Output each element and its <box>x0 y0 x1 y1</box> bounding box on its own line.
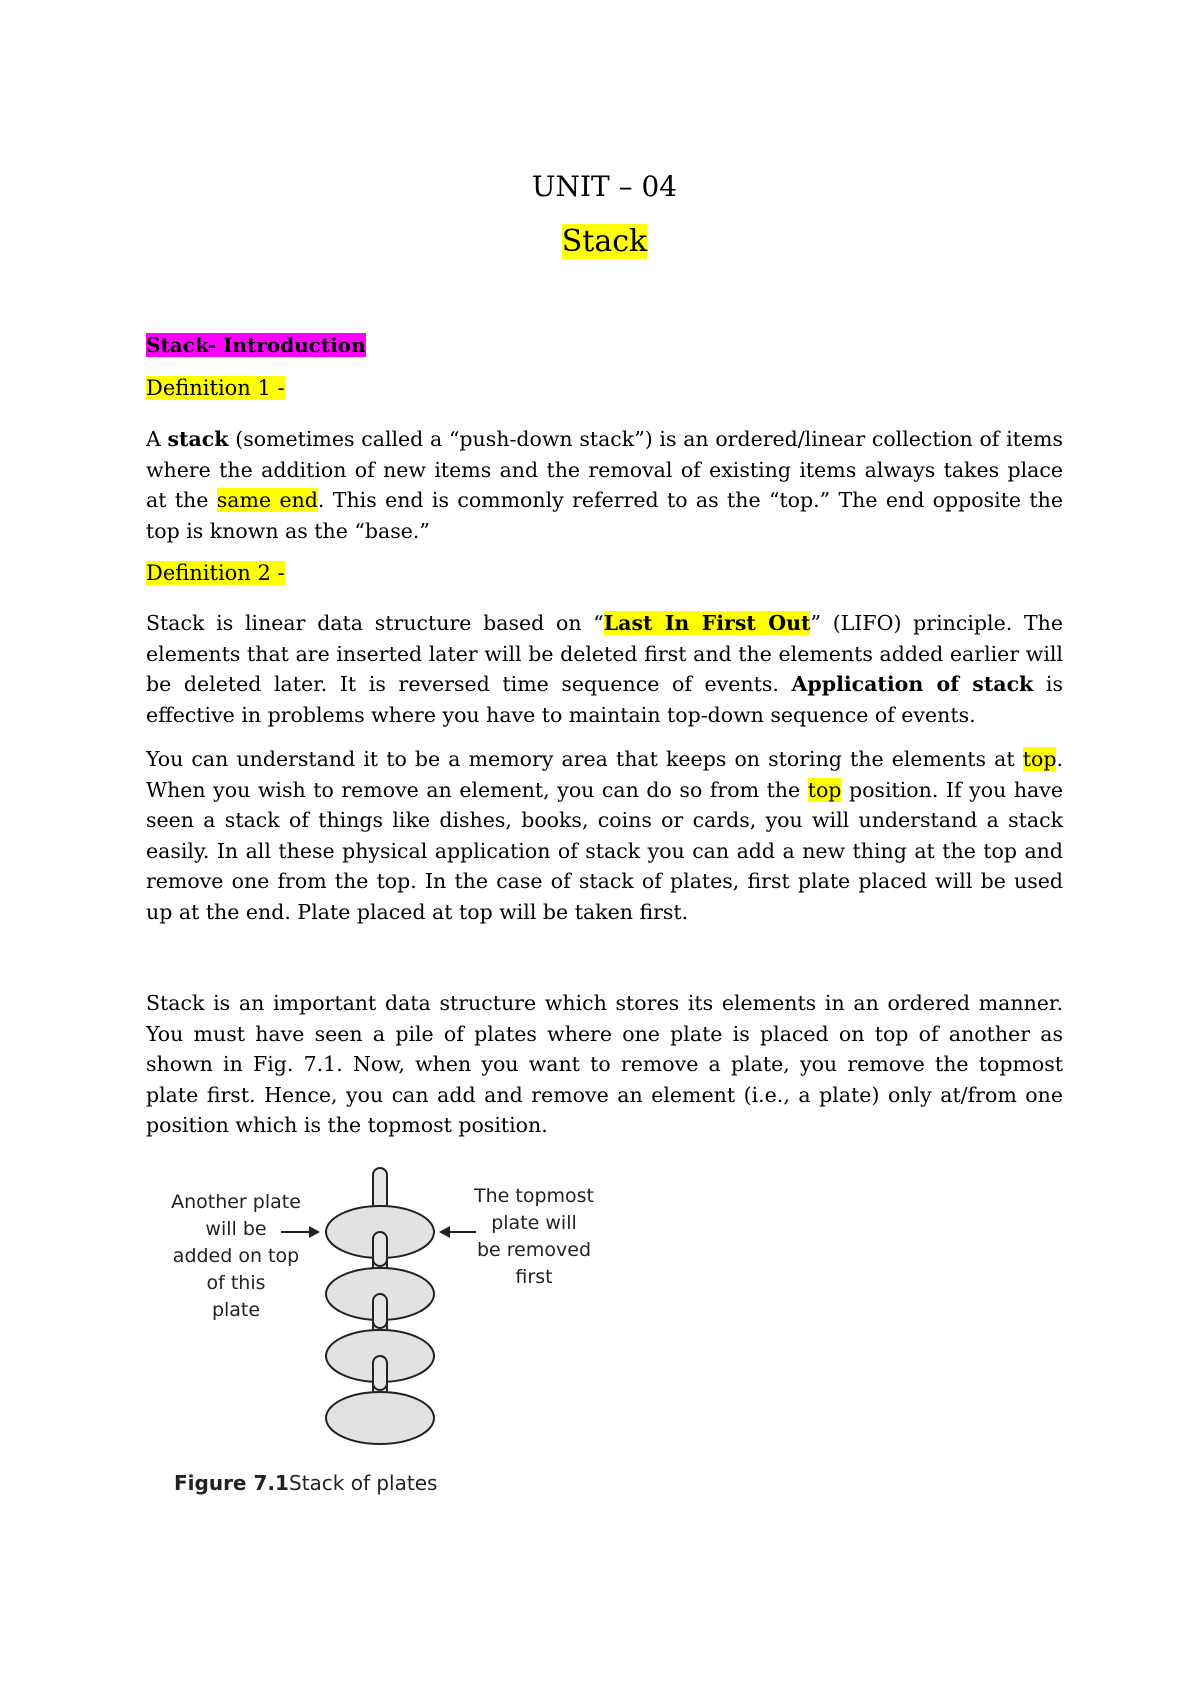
def2-text-a: Stack is linear data structure based on “ <box>146 611 604 635</box>
definition-1-label-text: Definition 1 - <box>146 376 285 400</box>
page-title <box>146 224 1063 260</box>
right-label <box>473 1185 594 1288</box>
right-label-line-4: first <box>515 1266 553 1288</box>
paragraph-4: Stack is an important data structure which stores its elements in an ordered manner. You must have seen a pile of plates where one plate is placed on top of another as shown in Fig. 7.1. Now, when you want to remove a plate, you remove the topmost plate first. Hence, you can add and remove an element (i.e., a plate) only at/from one position which is the topmost position. <box>146 991 1063 1137</box>
p3-text-b: . When you wish to remove an element, you can do so from the <box>146 747 1063 802</box>
plates-group <box>326 1206 434 1444</box>
left-label-line-3: added on top <box>172 1245 300 1267</box>
left-label-line-1: Another plate <box>171 1191 301 1213</box>
p3-top-highlight-1: top <box>1022 747 1057 771</box>
p3-top-highlight-2: top <box>807 777 842 802</box>
def2-text-b: ” (LIFO) principle. The elements that are inserted later will be deleted first and the elements added earlier will be deleted later. It is reversed time sequence of events. <box>146 611 1063 696</box>
definition-1-label <box>146 374 285 402</box>
right-label-line-3: be removed <box>477 1239 591 1261</box>
def2-text-c: is effective in problems where you have to maintain top-down sequence of events. <box>146 672 1063 727</box>
definition-2-label-text: Definition 2 - <box>146 561 285 585</box>
def1-same-end-highlight: same end <box>216 488 318 512</box>
stack-of-plates-figure <box>146 1160 606 1510</box>
def1-text-b: (sometimes called a “push-down stack”) is an ordered/linear collection of items where the addition of new items and the removal of existing items always takes place at the <box>146 427 1063 512</box>
right-label-line-1: The topmost <box>474 1185 594 1207</box>
def1-stack-bold: stack <box>167 427 229 451</box>
left-label <box>171 1191 301 1321</box>
spindle-segment-3 <box>373 1356 387 1390</box>
plate-4 <box>326 1392 434 1444</box>
left-arrow <box>281 1226 320 1238</box>
figure-caption-text: Stack of plates <box>289 1471 438 1495</box>
def1-text-c: . This end is commonly referred to as the “top.” The end opposite the top is known as the “base.” <box>146 488 1063 543</box>
right-arrow <box>439 1226 476 1238</box>
right-label-line-2: plate will <box>491 1212 577 1234</box>
left-label-line-2: will be <box>205 1218 267 1240</box>
definition-2-paragraph <box>146 608 1063 730</box>
definition-2-label <box>146 559 285 587</box>
spindle-segment-1 <box>373 1232 387 1266</box>
p3-text-c: position. If you have seen a stack of things like dishes, books, coins or cards, you will understand a stack easily. In all these physical application of stack you can add a new thing at the top and remove one from the top. In the case of stack of plates, first plate placed will be used up at the end. Plate placed at top will be taken first. <box>146 777 1063 924</box>
definition-1-paragraph <box>146 424 1063 546</box>
figure-caption-number: Figure 7.1 <box>174 1471 289 1495</box>
unit-title: UNIT – 04 <box>531 170 678 203</box>
left-label-line-4: of this <box>206 1272 266 1294</box>
paragraph-3 <box>146 744 1063 927</box>
stack-title-highlight: Stack <box>561 224 648 259</box>
def1-text-a: A <box>146 427 168 451</box>
spindle-segment-2 <box>373 1294 387 1328</box>
section-heading-text: Stack- Introduction <box>146 333 366 357</box>
left-label-line-5: plate <box>211 1299 261 1321</box>
section-heading <box>146 332 366 358</box>
def2-application-bold: Application of stack <box>791 672 1034 696</box>
def2-lifo-highlight: Last In First Out <box>603 611 811 635</box>
p3-text-a: You can understand it to be a memory area that keeps on storing the elements at <box>146 747 1023 771</box>
